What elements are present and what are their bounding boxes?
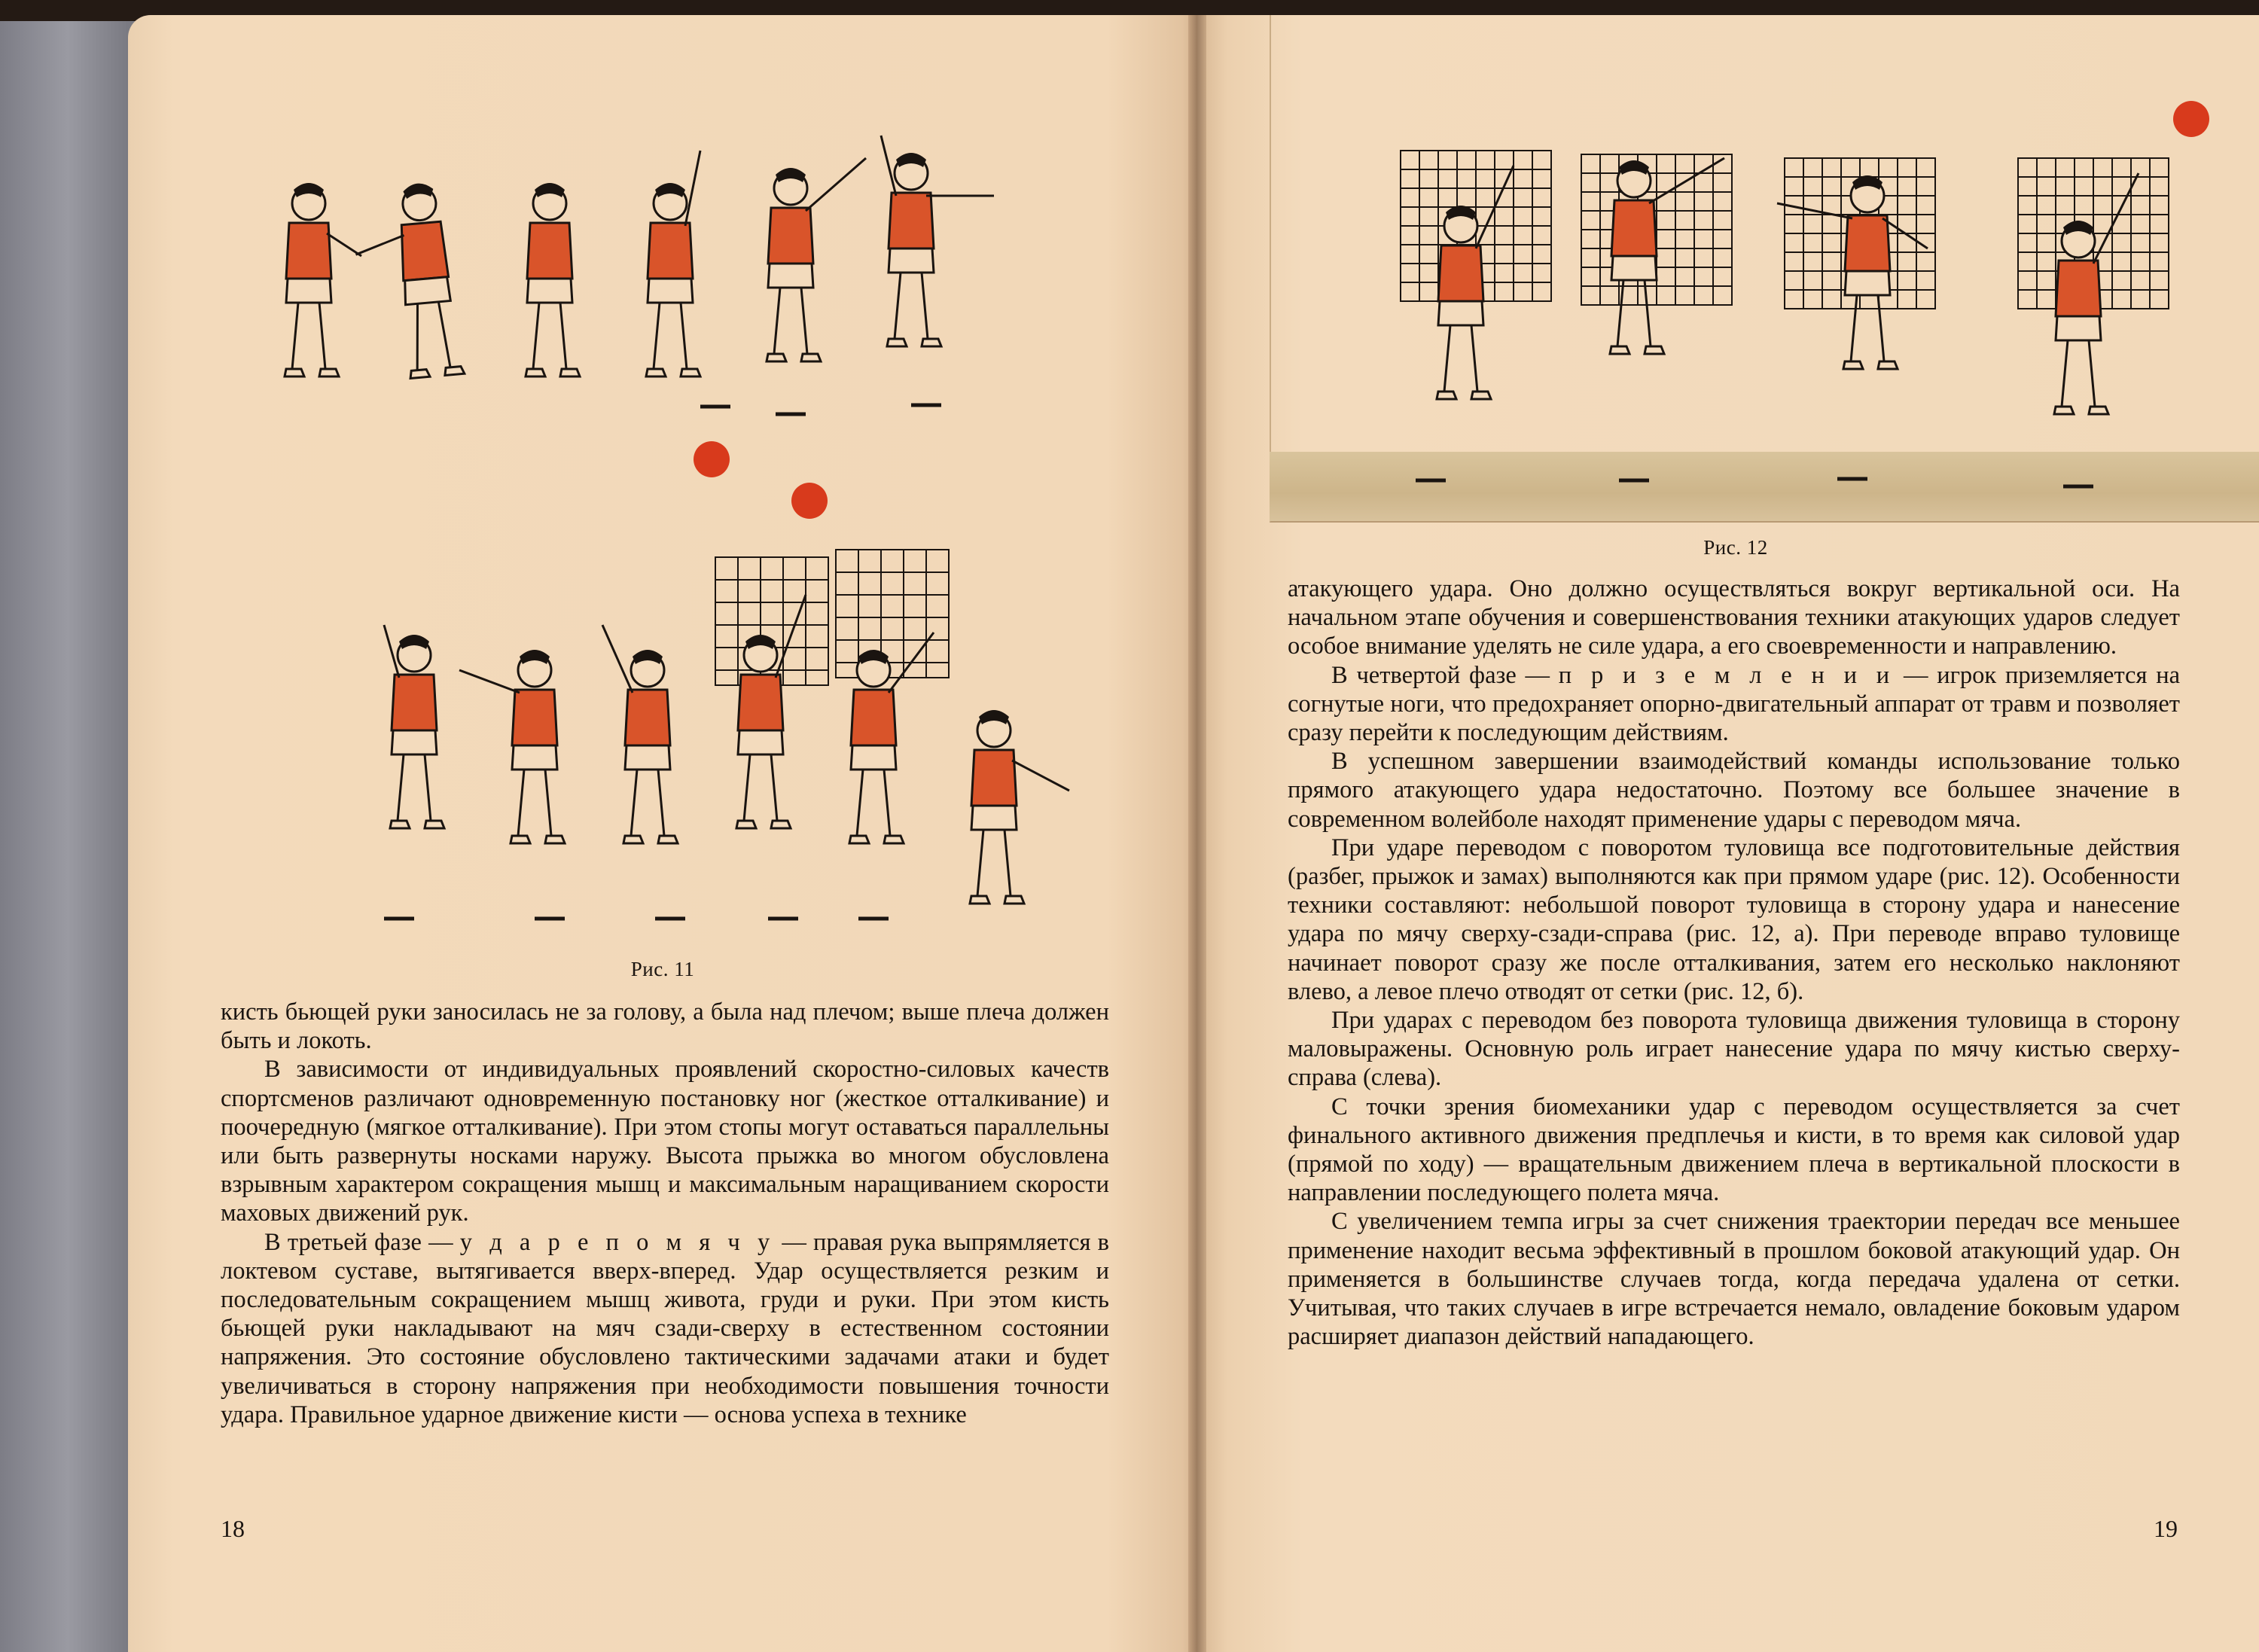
player-phase-5 <box>767 158 866 361</box>
paragraph: При ударах с переводом без поворота туловища движения туловища в сторону маловыражены. Основную роль играет нанесение удара по мячу кистью сверху-справа (слева). <box>1288 1007 2180 1092</box>
paragraph-lead: В четвертой фазе — <box>1331 661 1559 689</box>
paragraph: В зависимости от индивидуальных проявлений скоростно-силовых качеств спортсменов различают одновременную постановку ног (жесткое отталкивание) и поочередную (мягкое отталкивание). При этом стопы могут оставаться параллельны или быть развернуты носками наружу. Высота прыжка во многом обусловлена взрывным характером сокращения мышц и максимальным наращиванием скорости маховых движений рук. <box>221 1056 1109 1227</box>
left-page-body <box>221 998 1109 1429</box>
paragraph: С точки зрения биомеханики удар с переводом осуществляется за счет финального активного движения предплечья и кисти, в то время как силовой удар (прямой по ходу) — вращательным движением плеча в вертикальной плоскости в направлении последующего полета мяча. <box>1288 1093 2180 1207</box>
player-phase-9 <box>602 625 678 843</box>
paragraph-rest: — игрок приземляется на согнутые ноги, что предохраняет опорно-двигательный аппарат от травм и позволяет сразу перейти к последующим действиям. <box>1288 661 2181 747</box>
player-12b-2 <box>2054 173 2139 414</box>
player-phase-10 <box>736 595 806 828</box>
book-spine <box>1188 15 1206 1652</box>
ball <box>2173 101 2209 137</box>
figure-11-caption: Рис. 11 <box>630 958 695 980</box>
volleyball-net-right <box>836 550 949 678</box>
player-phase-1 <box>285 183 361 376</box>
player-phase-6 <box>881 136 994 346</box>
paragraph <box>1288 661 2180 748</box>
player-12b-1 <box>1777 175 1928 369</box>
player-phase-3 <box>526 183 580 376</box>
player-phase-8 <box>459 650 565 843</box>
paragraph: С увеличением темпа игры за счет снижения траектории передач все меньшее применение находит весьма эффективный в прошлом боковой атакующий удар. Он применяется в большинстве случаев тогда, когда передача удалена от сетки. Учитывая, что таких случаев в игре встречается немало, овладение боковым ударом расширяет диапазон действий нападающего. <box>1288 1208 2180 1351</box>
figure-11-illustration <box>218 90 1122 926</box>
spaced-term: п р и з е м л е н и и <box>1558 661 1895 689</box>
paragraph: В успешном завершении взаимодействий команды использование только прямого атакующего удара недостаточно. Поэтому все большее значение в современном волейболе находят применение удары с переводом мяча. <box>1288 748 2180 833</box>
right-page-body <box>1288 575 2180 1351</box>
paragraph-rest: — правая рука выпрямляется в локтевом суставе, вытягивается вверх-вперед. Удар осуществляется резким и последовательным сокращением мышц живота, груди и руки. При этом кисть бьющей руки накладывают на мяч сзади-сверху в естественном состоянии напряжения. Это состояние обусловлено тактическими задачами атаки и будет увеличиваться в сторону напряжения при необходимости повышения точности удара. Правильное ударное движение кисти — основа успеха в технике <box>221 1228 1110 1428</box>
player-phase-2 <box>350 181 465 382</box>
page-number-left: 18 <box>221 1515 245 1542</box>
page-number-right: 19 <box>2154 1515 2178 1542</box>
player-phase-12 <box>970 710 1069 904</box>
volleyball-net <box>1581 154 1732 305</box>
figure-12-illustration <box>1280 68 2251 512</box>
ball-2 <box>791 483 828 519</box>
player-phase-11 <box>849 632 934 843</box>
player-phase-7 <box>384 625 444 828</box>
ball-1 <box>694 441 730 477</box>
paragraph: При ударе переводом с поворотом туловища все подготовительные действия (разбег, прыжок и замах) выполняются как при прямом ударе (рис. 12). Особенности техники составляют: небольшой поворот туловища в сторону удара и нанесение удара по мячу сверху-сзади-справа (рис. 12, а). При переводе вправо туловище начинает поворот сразу же после отталкивания, затем его несколько наклоняют влево, а левое плечо отводят от сетки (рис. 12, б). <box>1288 834 2180 1005</box>
paragraph: кисть бьющей руки заносилась не за голову, а была над плечом; выше плеча должен быть и локоть. <box>221 998 1109 1055</box>
paragraph <box>221 1228 1109 1429</box>
player-12a-2 <box>1610 158 1724 354</box>
player-phase-4 <box>646 151 700 376</box>
spaced-term: у д а р е п о м я ч у <box>459 1228 776 1256</box>
paragraph: атакующего удара. Оно должно осуществляться вокруг вертикальной оси. На начальном этапе обучения и совершенствования техники атакующих ударов следует особое внимание уделять не силе удара, а его своевременности и направлению. <box>1288 575 2180 660</box>
paragraph-lead: В третьей фазе — <box>264 1228 460 1256</box>
figure-12-caption: Рис. 12 <box>1703 536 1768 559</box>
